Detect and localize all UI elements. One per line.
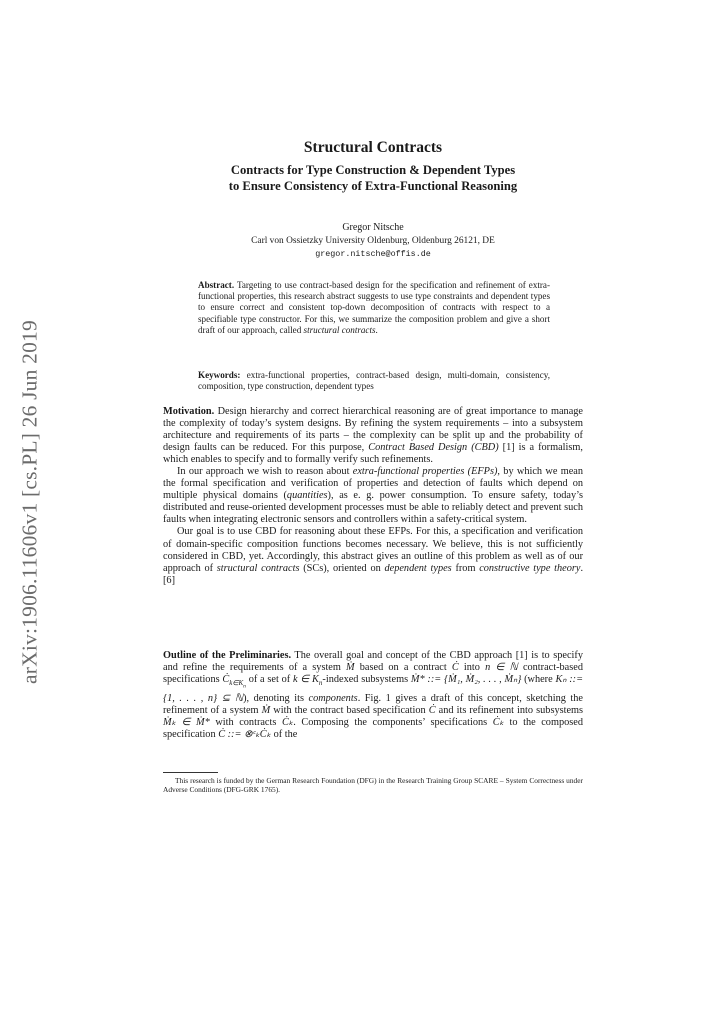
- outline-text: . Composing the components’ specifications: [293, 716, 488, 728]
- outline-text: (where: [524, 674, 553, 686]
- math-contract: Ċ: [451, 662, 459, 674]
- author-email: gregor.nitsche@offis.de: [315, 249, 431, 259]
- motivation-emph: structural contracts: [216, 562, 300, 574]
- math-mstar: Ṁ* ::= {Ṁ₁, Ṁ₂, . . . , Ṁₙ}: [410, 674, 522, 686]
- motivation-para-3: [163, 526, 583, 586]
- paper-title: Structural Contracts: [303, 139, 443, 156]
- outline-text: and its refinement into subsystems: [438, 704, 584, 716]
- math-ck: Ċₖ: [492, 716, 504, 728]
- math-system: Ṁ: [261, 704, 271, 716]
- abstract-text: Targeting to use contract-based design for the specification and refinement of extra-functional properties, this research abstract suggests to use type constraints and dependent types to ensure correct and consistent top-down decomposition of contracts with respect to a specifiable type constructor. For this, we summarize the composition problem and give a short draft of our approach, called: [198, 280, 550, 335]
- keywords-label: Keywords:: [198, 370, 241, 380]
- outline-text: ), denoting its: [243, 692, 304, 704]
- outline-text: with the contract based specification: [273, 704, 426, 716]
- motivation-emph: constructive type theory: [479, 562, 581, 574]
- arxiv-stamp: [8, 320, 52, 684]
- math-kn: Kₙ ::= {1, . . . , n} ⊆ ℕ: [163, 674, 584, 704]
- math-ck: Ċ: [222, 674, 230, 686]
- motivation-text: (SCs), oriented on: [303, 562, 381, 574]
- math-ck-indexed: [222, 674, 246, 690]
- motivation-text: ), as e. g. power consumption. To ensure safety, today’s distributed and reuse-oriented development processes must be able to reliably detect and prevent such faults when integrating electronic sensors and controllers within a safety-critical system.: [163, 490, 584, 526]
- motivation-emph: extra-functional properties (EFPs): [352, 466, 498, 478]
- outline-text: -indexed subsystems: [322, 674, 409, 686]
- subtitle-line-1: Contracts for Type Construction & Dependent Types: [230, 163, 516, 177]
- outline-text: of a set of: [248, 674, 291, 686]
- math-ck-subsub: n: [243, 683, 246, 690]
- motivation-text: In our approach we wish to reason about: [177, 466, 350, 478]
- outline-text: into: [463, 662, 480, 674]
- outline-section: [163, 650, 583, 741]
- outline-text: contract-based specifications: [163, 662, 583, 686]
- motivation-text: . [6]: [163, 562, 584, 586]
- math-system: Ṁ: [346, 662, 355, 674]
- footnote: This research is funded by the German Research Foundation (DFG) in the Research Training Group SCARE – System Correctness under Adverse Conditions (DFG-GRK 1765).: [163, 776, 583, 795]
- arxiv-stamp-text: arXiv:1906.11606v1 [cs.PL] 26 Jun 2019: [17, 320, 42, 684]
- motivation-para-1: [163, 406, 583, 466]
- keywords: [198, 370, 550, 392]
- motivation-emph: Contract Based Design (CBD): [368, 442, 499, 454]
- outline-text: The overall goal and concept of the CBD approach [1] is to specify and refine the requirements of a system: [163, 650, 583, 674]
- abstract: [198, 280, 550, 336]
- outline-heading: Outline of the Preliminaries.: [163, 650, 292, 661]
- motivation-text: Design hierarchy and correct hierarchical reasoning are of great importance to manage the complexity of today’s system designs. By refining the system requirements – into a subsystem architecture and requirements of its parts – the complexity can be split up and the probability of design faults can be reduced. For this purpose,: [163, 406, 583, 454]
- math-mk: Ṁₖ ∈ Ṁ*: [163, 716, 210, 728]
- motivation-emph: dependent types: [384, 562, 452, 574]
- math-n: n ∈ ℕ: [485, 662, 518, 674]
- motivation-text: from: [455, 562, 476, 574]
- paper-subtitle: [163, 162, 583, 194]
- abstract-label: Abstract.: [198, 280, 235, 290]
- outline-text: to the composed specification: [163, 716, 583, 740]
- math-contract: Ċ: [428, 704, 436, 716]
- outline-emph: components: [308, 692, 358, 704]
- outline-text: with contracts: [215, 716, 277, 728]
- math-k-in-kn: [292, 674, 323, 688]
- math-composition: Ċ ::= ⊗ᶜₖĊₖ: [218, 728, 271, 740]
- abstract-end: .: [375, 324, 378, 335]
- motivation-heading: Motivation.: [163, 406, 215, 417]
- math-ck: Ċₖ: [281, 716, 294, 728]
- abstract-emph: structural contracts: [303, 324, 376, 335]
- math-k-sub: n: [318, 679, 323, 688]
- footnote-rule: [163, 772, 218, 773]
- motivation-text: [1] is a formalism, which enables to specify and to formally verify such refinements.: [163, 442, 583, 466]
- keywords-text: extra-functional properties, contract-based design, multi-domain, consistency, composition, type construction, dependent types: [198, 370, 550, 392]
- subtitle-line-2: to Ensure Consistency of Extra-Functional Reasoning: [228, 179, 518, 193]
- author-affiliation: Carl von Ossietzky University Oldenburg, Oldenburg 26121, DE: [251, 236, 495, 246]
- motivation-text: , by which we mean the formal specification and verification of properties and detection of faults which depend on multiple physical domains (: [163, 466, 584, 502]
- outline-text: . Fig. 1 gives a draft of this concept, sketching the refinement of a system: [163, 692, 583, 716]
- math-k: k ∈ K: [292, 674, 319, 686]
- author-name: Gregor Nitsche: [342, 222, 404, 233]
- math-ck-sub: k∈K: [229, 679, 244, 688]
- outline-text: based on a contract: [359, 662, 447, 674]
- outline-text: of the: [273, 728, 298, 740]
- motivation-section: [163, 406, 583, 587]
- motivation-para-2: [163, 466, 583, 526]
- motivation-text: Our goal is to use CBD for reasoning about these EFPs. For this, a specification and verification of domain-specific composition functions becomes necessary. We believe, this is not sufficiently considered in CBD, yet. Accordingly, this abstract gives an outline of this problem as well as of our approach of: [163, 526, 583, 574]
- outline-para: [163, 650, 583, 741]
- motivation-emph: quantities: [286, 490, 328, 502]
